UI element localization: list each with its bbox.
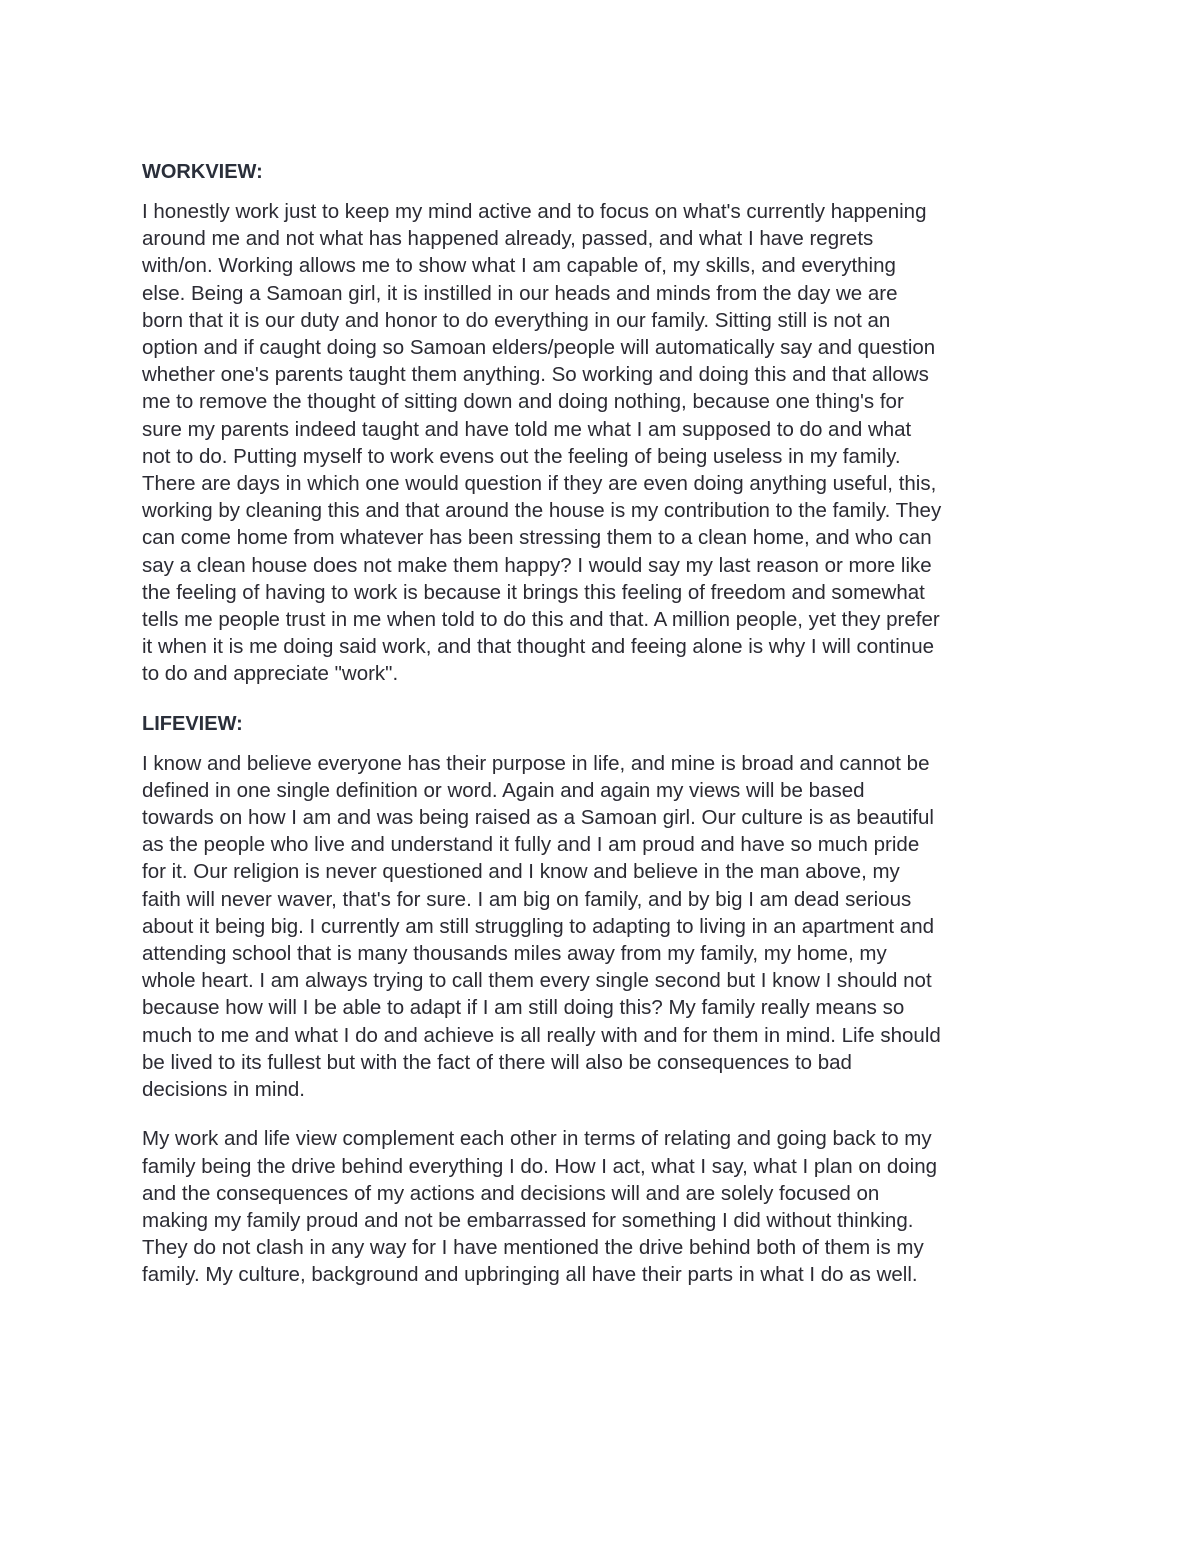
conclusion-line: family. My culture, background and upbringing all have their parts in what I do as well.	[142, 1263, 918, 1287]
conclusion-paragraph	[142, 1125, 1067, 1288]
workview-line: I honestly work just to keep my mind active and to focus on what's currently happening	[142, 200, 927, 223]
lifeview-line: I know and believe everyone has their purpose in life, and mine is broad and cannot be	[142, 751, 930, 775]
workview-line: whether one's parents taught them anything. So working and doing this and that allows	[142, 363, 929, 387]
workview-line: to do and appreciate "work".	[142, 662, 399, 686]
workview-line: else. Being a Samoan girl, it is instilled in our heads and minds from the day we are	[142, 281, 898, 305]
workview-line: option and if caught doing so Samoan elders/people will automatically say and question	[142, 336, 936, 360]
workview-line: working by cleaning this and that around the house is my contribution to the family. They	[142, 499, 942, 523]
conclusion-line: They do not clash in any way for I have mentioned the drive behind both of them is my	[142, 1236, 924, 1260]
lifeview-heading: LIFEVIEW:	[142, 712, 243, 735]
workview-line: around me and not what has happened already, passed, and what I have regrets	[142, 227, 874, 251]
workview-line: There are days in which one would question if they are even doing anything useful, this,	[142, 472, 937, 496]
lifeview-line: because how will I be able to adapt if I am still doing this? My family really means so	[142, 996, 905, 1020]
lifeview-line: attending school that is many thousands miles away from my family, my home, my	[142, 942, 887, 966]
workview-line: the feeling of having to work is because it brings this feeling of freedom and somewhat	[142, 580, 925, 604]
lifeview-line: whole heart. I am always trying to call them every single second but I know I should not	[142, 969, 932, 993]
workview-line: say a clean house does not make them happy? I would say my last reason or more like	[142, 553, 932, 577]
workview-line: can come home from whatever has been stressing them to a clean home, and who can	[142, 526, 932, 550]
workview-line: sure my parents indeed taught and have told me what I am supposed to do and what	[142, 417, 912, 441]
lifeview-line: decisions in mind.	[142, 1078, 305, 1102]
lifeview-paragraph	[142, 750, 1067, 1104]
workview-line: tells me people trust in me when told to do this and that. A million people, yet they prefer	[142, 608, 940, 632]
conclusion-line: family being the drive behind everything I do. How I act, what I say, what I plan on doing	[142, 1154, 938, 1178]
workview-paragraph	[142, 198, 1067, 688]
workview-line: it when it is me doing said work, and that thought and feeing alone is why I will continue	[142, 635, 934, 659]
conclusion-line: My work and life view complement each other in terms of relating and going back to my	[142, 1127, 932, 1151]
lifeview-line: towards on how I am and was being raised as a Samoan girl. Our culture is as beautiful	[142, 806, 934, 830]
workview-heading: WORKVIEW:	[142, 161, 263, 183]
conclusion-line: making my family proud and not be embarrassed for something I did without thinking.	[142, 1208, 914, 1232]
lifeview-line: as the people who live and understand it fully and I am proud and have so much pride	[142, 833, 920, 857]
workview-line: not to do. Putting myself to work evens out the feeling of being useless in my family.	[142, 444, 901, 468]
lifeview-line: defined in one single definition or word. Again and again my views will be based	[142, 778, 865, 802]
lifeview-line: much to me and what I do and achieve is all really with and for them in mind. Life should	[142, 1023, 941, 1047]
workview-line: me to remove the thought of sitting down and doing nothing, because one thing's for	[142, 390, 904, 414]
lifeview-line: for it. Our religion is never questioned and I know and believe in the man above, my	[142, 860, 900, 884]
workview-line: born that it is our duty and honor to do everything in our family. Sitting still is not an	[142, 308, 891, 332]
document-page	[142, 158, 1067, 1311]
workview-line: with/on. Working allows me to show what I am capable of, my skills, and everything	[142, 254, 896, 278]
lifeview-line: about it being big. I currently am still struggling to adapting to living in an apartment and	[142, 914, 934, 938]
conclusion-line: and the consequences of my actions and decisions will and are solely focused on	[142, 1181, 880, 1205]
lifeview-line: be lived to its fullest but with the fact of there will also be consequences to bad	[142, 1050, 852, 1074]
lifeview-line: faith will never waver, that's for sure. I am big on family, and by big I am dead serious	[142, 887, 912, 911]
